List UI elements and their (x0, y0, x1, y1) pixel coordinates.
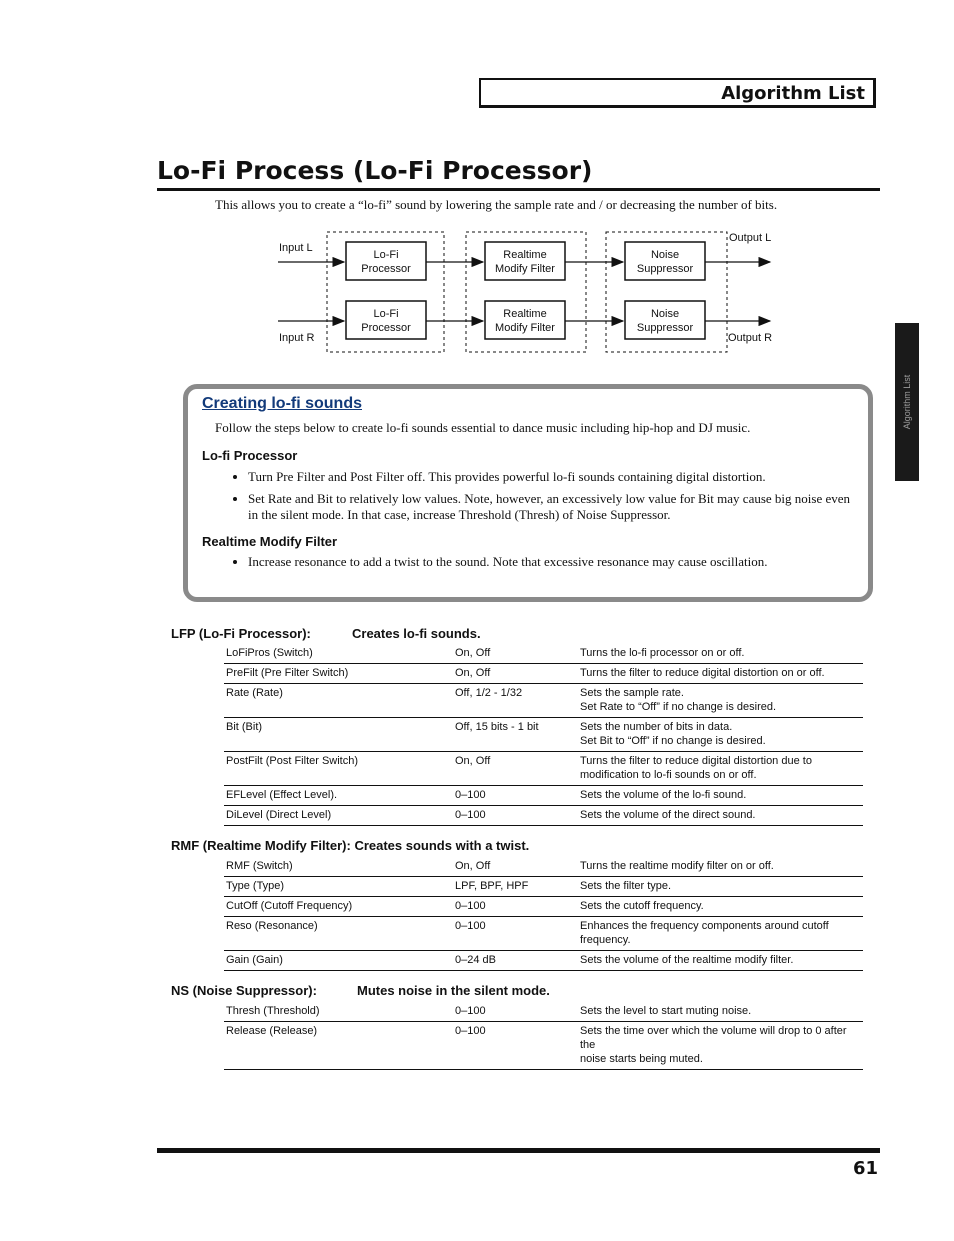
param-range: On, Off (453, 752, 578, 786)
table-row (224, 917, 863, 951)
param-name: CutOff (Cutoff Frequency) (224, 897, 453, 917)
param-desc: Sets the filter type. (578, 877, 863, 897)
lofi-l-label-2: Processor (361, 263, 411, 275)
table-row (224, 684, 863, 718)
table-row (224, 664, 863, 684)
table-row (224, 897, 863, 917)
param-range: On, Off (453, 857, 578, 877)
ns-r-label-2: Suppressor (636, 322, 694, 334)
desc-line: noise starts being muted. (580, 1053, 703, 1065)
param-range: LPF, BPF, HPF (453, 877, 578, 897)
table-row (224, 1022, 863, 1070)
table-row (224, 752, 863, 786)
rmf-l-label-1: Realtime (503, 249, 547, 261)
lofi-r-label-2: Processor (361, 322, 411, 334)
table-row (224, 1002, 863, 1022)
param-range: 0–24 dB (453, 951, 578, 971)
tip-intro: Follow the steps below to create lo-fi sounds essential to dance music including hip-hop and DJ music. (215, 420, 751, 435)
rmf-table (224, 857, 863, 971)
desc-line: Sets the sample rate. (580, 687, 684, 699)
param-desc (578, 752, 863, 786)
param-name: DiLevel (Direct Level) (224, 806, 453, 826)
intro-text: This allows you to create a “lo-fi” sound by lowering the sample rate and / or decreasing the number of bits. (215, 197, 778, 212)
tip-bullets-rmf (230, 554, 858, 576)
input-l-label: Input L (279, 242, 313, 254)
param-name: PostFilt (Post Filter Switch) (224, 752, 453, 786)
table-row (224, 786, 863, 806)
rmf-r-label-2: Modify Filter (495, 322, 555, 334)
desc-line: Set Bit to “Off” if no change is desired. (580, 735, 766, 747)
param-name: RMF (Switch) (224, 857, 453, 877)
table-row (224, 806, 863, 826)
ns-l-label-1: Noise (650, 249, 680, 261)
param-desc: Sets the cutoff frequency. (578, 897, 863, 917)
param-name: PreFilt (Pre Filter Switch) (224, 664, 453, 684)
param-desc (578, 1022, 863, 1070)
desc-line: Sets the time over which the volume will drop to 0 after the (580, 1025, 847, 1051)
param-desc: Turns the lo-fi processor on or off. (578, 644, 863, 664)
page-number: 61 (852, 1158, 878, 1179)
rmf-l-label-2: Modify Filter (495, 263, 555, 275)
param-desc: Turns the filter to reduce digital distortion on or off. (578, 664, 863, 684)
param-name: Gain (Gain) (224, 951, 453, 971)
desc-line: Turns the filter to reduce digital distortion due to (580, 755, 812, 767)
ns-table (224, 1002, 863, 1070)
param-name: EFLevel (Effect Level). (224, 786, 453, 806)
ns-r-label-1: Noise (650, 308, 680, 320)
header-title: Algorithm List (721, 83, 865, 104)
tip-bullet: • Turn Pre Filter and Post Filter off. This provides powerful lo-fi sounds containing digital distortion. (248, 469, 858, 485)
param-range: 0–100 (453, 897, 578, 917)
footer-rule (157, 1148, 880, 1153)
desc-line: Sets the number of bits in data. (580, 721, 733, 733)
ns-heading: NS (Noise Suppressor): (171, 983, 317, 998)
tip-title: Creating lo-fi sounds (202, 395, 362, 412)
lfp-table (224, 644, 863, 826)
output-r-label: Output R (728, 332, 773, 344)
param-range: On, Off (453, 644, 578, 664)
table-row (224, 718, 863, 752)
param-name: LoFiPros (Switch) (224, 644, 453, 664)
header-box (479, 78, 876, 108)
param-range: 0–100 (453, 786, 578, 806)
tip-bullet: • Set Rate and Bit to relatively low values. Note, however, an excessively low value for Bit may cause big noise even in the silent mode. In that case, increase Threshold (Thresh) of Noise Suppressor. (248, 491, 858, 523)
param-name: Type (Type) (224, 877, 453, 897)
title-rule (157, 188, 880, 191)
lofi-l-label-1: Lo-Fi (373, 249, 399, 261)
desc-line: Enhances the frequency components around cutoff (580, 920, 829, 932)
param-desc (578, 684, 863, 718)
tip-heading-lofi: Lo-fi Processor (202, 448, 298, 463)
table-row (224, 857, 863, 877)
side-tab (895, 323, 919, 481)
param-desc: Sets the volume of the realtime modify filter. (578, 951, 863, 971)
param-range: On, Off (453, 664, 578, 684)
lfp-subheading: Creates lo-fi sounds. (352, 626, 481, 641)
lofi-r-label-1: Lo-Fi (373, 308, 399, 320)
param-range: 0–100 (453, 1002, 578, 1022)
param-name: Bit (Bit) (224, 718, 453, 752)
page-title: Lo-Fi Process (Lo-Fi Processor) (157, 156, 593, 185)
table-row (224, 951, 863, 971)
param-desc: Sets the volume of the lo-fi sound. (578, 786, 863, 806)
desc-line: modification to lo-fi sounds on or off. (580, 769, 757, 781)
table-row (224, 877, 863, 897)
side-tab-label: Algorithm List (902, 374, 912, 430)
param-range: 0–100 (453, 917, 578, 951)
param-name: Release (Release) (224, 1022, 453, 1070)
table-row (224, 644, 863, 664)
input-r-label: Input R (279, 332, 315, 344)
ns-subheading: Mutes noise in the silent mode. (357, 983, 550, 998)
tip-heading-rmf: Realtime Modify Filter (202, 534, 338, 549)
param-desc: Sets the volume of the direct sound. (578, 806, 863, 826)
param-range: 0–100 (453, 1022, 578, 1070)
param-range: Off, 15 bits - 1 bit (453, 718, 578, 752)
param-range: Off, 1/2 - 1/32 (453, 684, 578, 718)
output-l-label: Output L (729, 232, 772, 244)
rmf-r-label-1: Realtime (503, 308, 547, 320)
lfp-heading: LFP (Lo-Fi Processor): (171, 626, 311, 641)
desc-line: Set Rate to “Off” if no change is desired. (580, 701, 777, 713)
param-desc (578, 917, 863, 951)
param-range: 0–100 (453, 806, 578, 826)
tip-bullets-lofi (230, 469, 858, 529)
ns-l-label-2: Suppressor (636, 263, 694, 275)
rmf-heading: RMF (Realtime Modify Filter): Creates sounds with a twist. (171, 838, 530, 853)
param-name: Rate (Rate) (224, 684, 453, 718)
param-name: Reso (Resonance) (224, 917, 453, 951)
param-desc: Sets the level to start muting noise. (578, 1002, 863, 1022)
signal-flow-diagram (270, 226, 790, 356)
param-desc (578, 718, 863, 752)
param-name: Thresh (Threshold) (224, 1002, 453, 1022)
tip-bullet: • Increase resonance to add a twist to the sound. Note that excessive resonance may cause oscillation. (248, 554, 858, 570)
desc-line: frequency. (580, 934, 631, 946)
param-desc: Turns the realtime modify filter on or off. (578, 857, 863, 877)
